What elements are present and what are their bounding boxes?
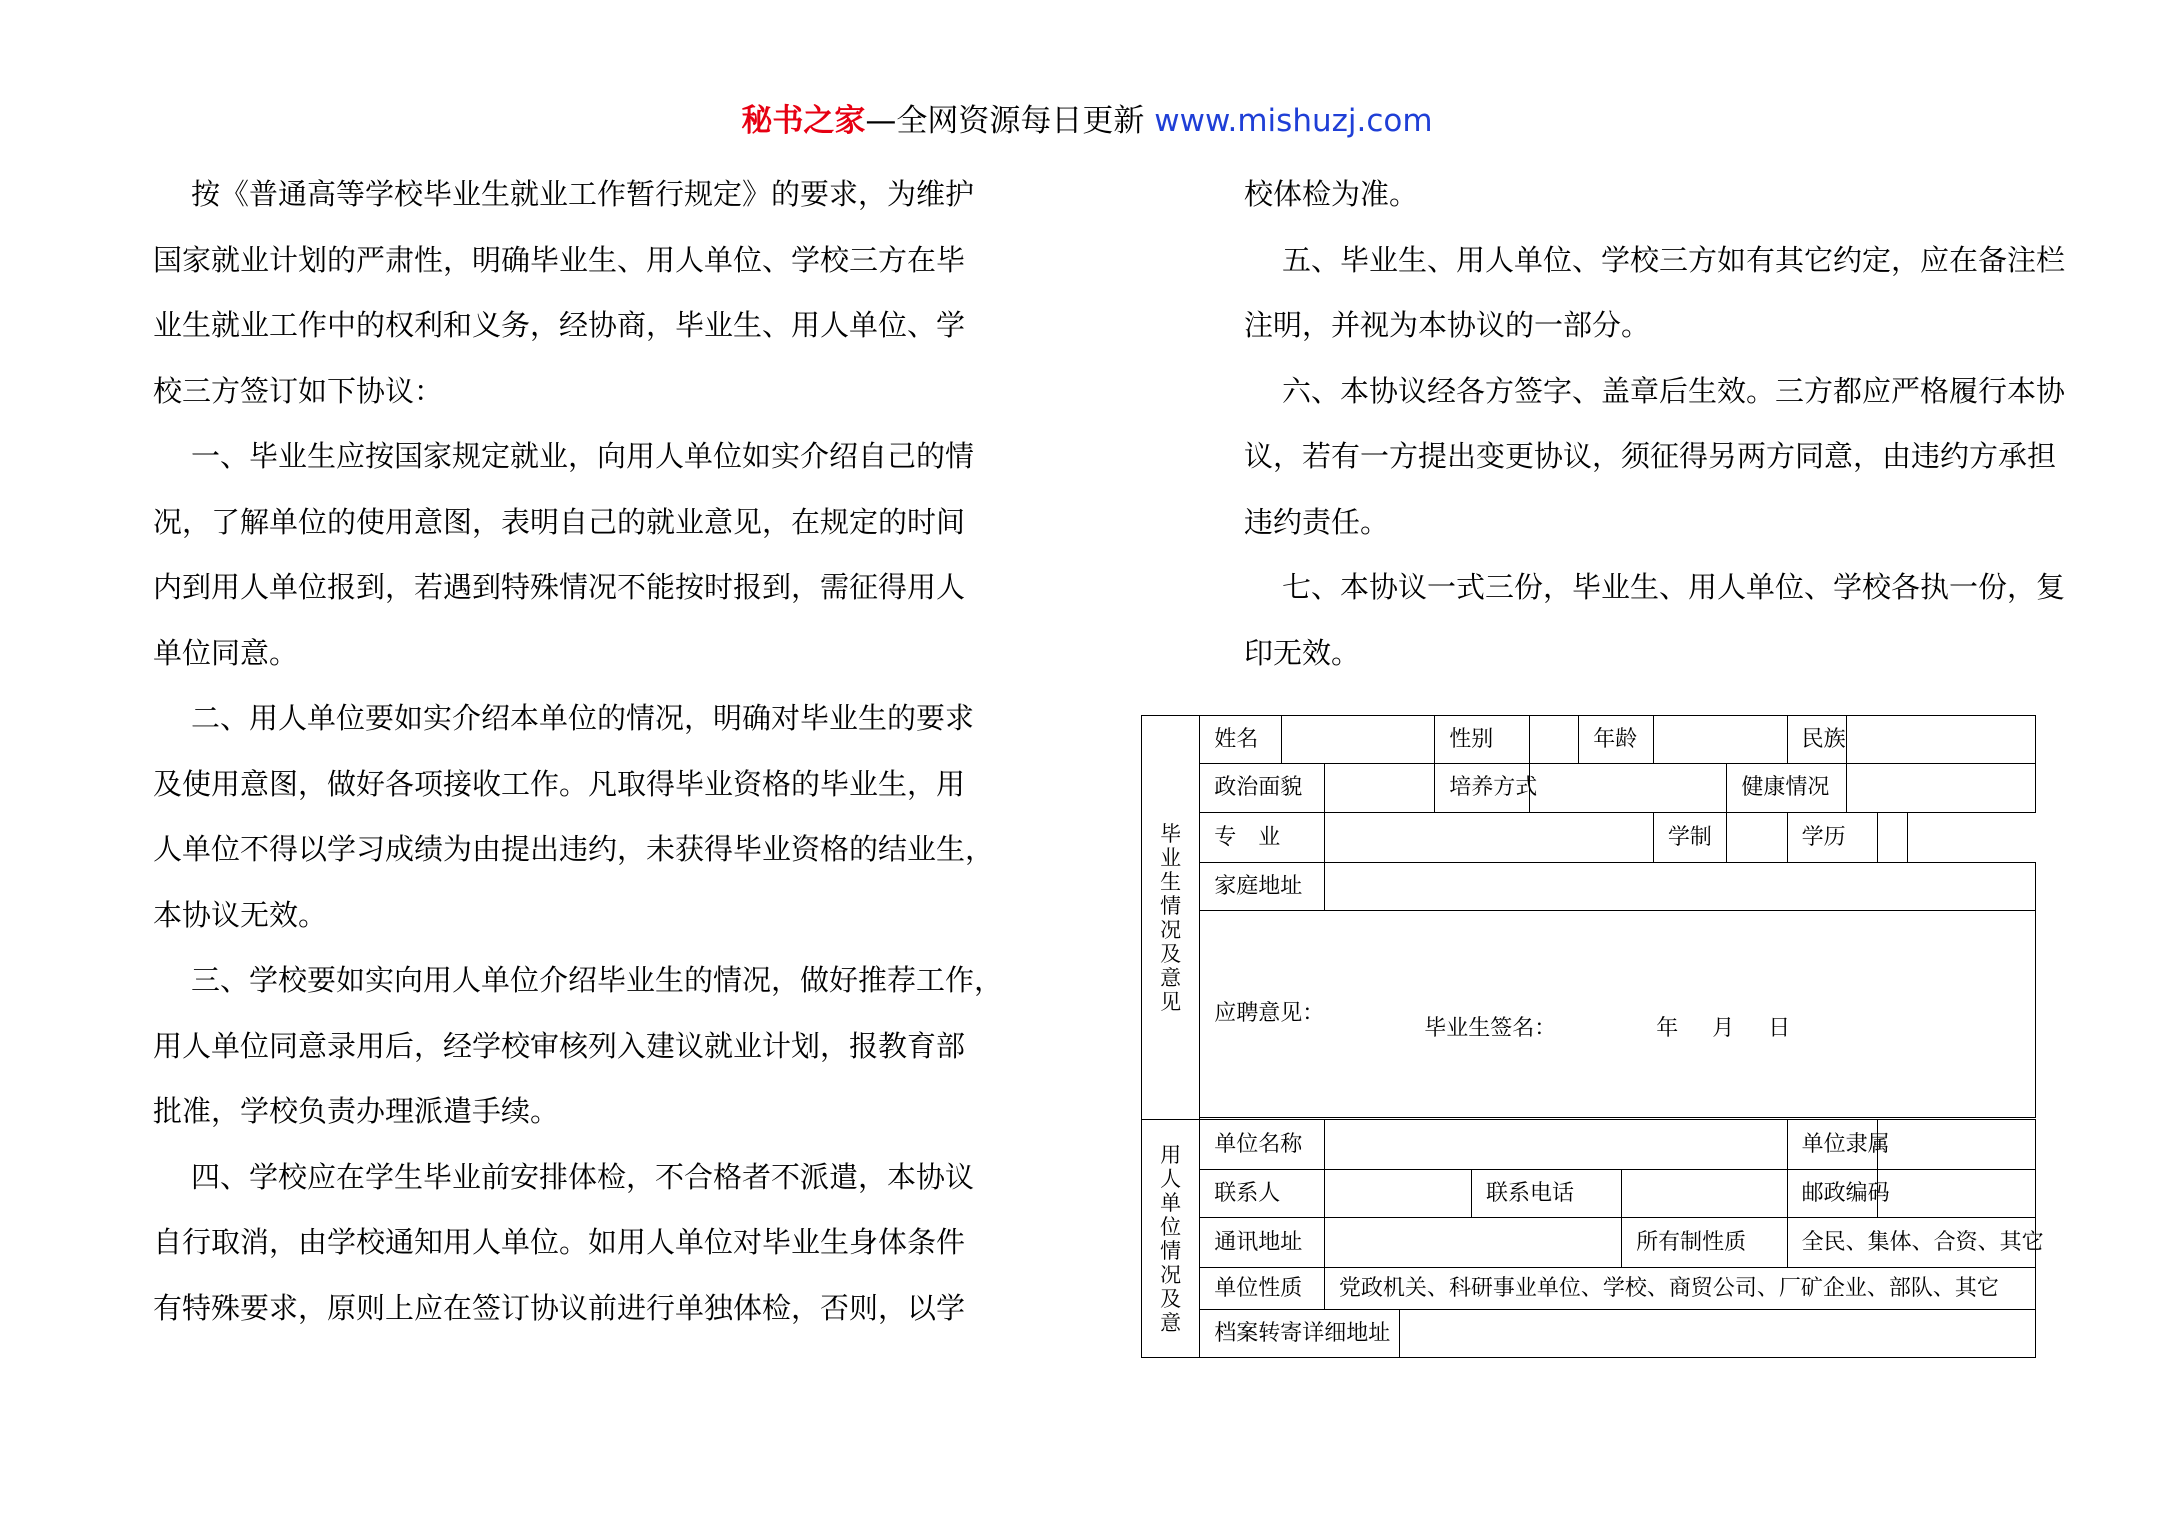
paragraph-line: 印无效。 [1244, 635, 1361, 670]
ownership-options: 全民、集体、合资、其它 [1787, 1218, 2035, 1268]
ethnicity-label: 民族 [1787, 716, 1846, 764]
schooling-length-label: 学制 [1653, 813, 1727, 863]
paragraph-line: 业生就业工作中的权利和义务，经协商，毕业生、用人单位、学 [153, 308, 966, 342]
archive-address-label: 档案转寄详细地址 [1200, 1310, 1400, 1358]
schooling-length-field[interactable] [1727, 813, 1787, 863]
paragraph-line: 校三方签订如下协议： [153, 373, 444, 408]
graduate-signature-label: 毕业生签名： [1424, 1016, 1557, 1041]
health-field[interactable] [1846, 764, 2035, 813]
paragraph-line: 按《普通高等学校毕业生就业工作暂行规定》的要求，为维护 [191, 177, 975, 211]
header-tagline: —全网资源每日更新 [865, 103, 1155, 139]
employer-section-label: 用人单位情况及意 [1142, 1120, 1200, 1358]
paragraph-line: 单位同意。 [153, 635, 299, 670]
mailing-address-field[interactable] [1324, 1218, 1621, 1268]
unit-affiliation-label: 单位隶属 [1787, 1120, 1877, 1170]
paragraph-line: 况，了解单位的使用意图，表明自己的就业意见，在规定的时间 [153, 504, 966, 539]
paragraph-line: 议，若有一方提出变更协议，须征得另两方同意，由违约方承担 [1244, 439, 2057, 473]
paragraph-line: 六、本协议经各方签字、盖章后生效。三方都应严格履行本协 [1282, 373, 2066, 408]
paragraph-line: 有特殊要求，原则上应在签订协议前进行单独体检，否则，以学 [153, 1290, 966, 1325]
political-status-field[interactable] [1324, 764, 1434, 813]
year-label: 年 [1656, 1016, 1679, 1041]
site-header [0, 98, 2174, 144]
paragraph-line: 校体检为准。 [1244, 177, 1419, 211]
training-mode-label: 培养方式 [1435, 764, 1530, 813]
training-mode-field[interactable] [1530, 764, 1727, 813]
ownership-label: 所有制性质 [1622, 1218, 1787, 1268]
name-label: 姓名 [1200, 716, 1282, 764]
education-field[interactable] [1877, 813, 1908, 863]
graduate-section-label: 毕业生情况及意见 [1142, 716, 1200, 1120]
unit-nature-label: 单位性质 [1200, 1268, 1325, 1310]
unit-name-field[interactable] [1324, 1120, 1787, 1170]
month-label: 月 [1712, 1016, 1735, 1041]
gender-label: 性别 [1435, 716, 1530, 764]
age-label: 年龄 [1579, 716, 1654, 764]
home-address-field[interactable] [1324, 863, 2035, 911]
application-opinion-label: 应聘意见： [1214, 1001, 1325, 1026]
paragraph-line: 批准，学校负责办理派遣手续。 [153, 1094, 560, 1128]
application-opinion-field[interactable] [1200, 911, 2036, 1118]
age-field[interactable] [1653, 716, 1787, 764]
ethnicity-field[interactable] [1846, 716, 2035, 764]
paragraph-line: 用人单位同意录用后，经学校审核列入建议就业计划，报教育部 [153, 1028, 966, 1063]
paragraph-line: 人单位不得以学习成绩为由提出违约，未获得毕业资格的结业生， [153, 832, 995, 866]
major-field[interactable] [1324, 813, 1653, 863]
left-column-text [153, 162, 1033, 1341]
graduate-signature-line [1424, 1015, 1790, 1043]
agreement-form-table [1141, 715, 2044, 1358]
postal-code-label: 邮政编码 [1787, 1170, 1877, 1218]
home-address-label: 家庭地址 [1200, 863, 1325, 911]
paragraph-line: 自行取消，由学校通知用人单位。如用人单位对毕业生身体条件 [153, 1225, 966, 1259]
education-label: 学历 [1787, 813, 1877, 863]
site-url-link[interactable]: www.mishuzj.com [1154, 103, 1433, 139]
unit-nature-options: 党政机关、科研事业单位、学校、商贸公司、厂矿企业、部队、其它 [1324, 1268, 2035, 1310]
contact-person-label: 联系人 [1200, 1170, 1325, 1218]
archive-address-field[interactable] [1400, 1310, 2036, 1358]
contact-phone-field[interactable] [1622, 1170, 1787, 1218]
paragraph-line: 本协议无效。 [153, 897, 328, 932]
brand-name: 秘书之家 [741, 103, 866, 139]
paragraph-line: 及使用意图，做好各项接收工作。凡取得毕业资格的毕业生，用 [153, 766, 966, 801]
paragraph-line: 二、用人单位要如实介绍本单位的情况，明确对毕业生的要求 [191, 701, 975, 735]
paragraph-line: 七、本协议一式三份，毕业生、用人单位、学校各执一份，复 [1282, 570, 2066, 604]
name-field[interactable] [1281, 716, 1434, 764]
paragraph-line: 违约责任。 [1244, 504, 1390, 539]
paragraph-line: 注明，并视为本协议的一部分。 [1244, 308, 1651, 342]
paragraph-line: 三、学校要如实向用人单位介绍毕业生的情况，做好推荐工作， [191, 963, 1004, 997]
day-label: 日 [1768, 1016, 1791, 1041]
unit-affiliation-field[interactable] [1877, 1120, 2035, 1170]
unit-name-label: 单位名称 [1200, 1120, 1325, 1170]
gender-field[interactable] [1530, 716, 1579, 764]
contact-phone-label: 联系电话 [1471, 1170, 1621, 1218]
health-label: 健康情况 [1727, 764, 1847, 813]
paragraph-line: 国家就业计划的严肃性，明确毕业生、用人单位、学校三方在毕 [153, 242, 966, 277]
political-status-label: 政治面貌 [1200, 764, 1325, 813]
paragraph-line: 五、毕业生、用人单位、学校三方如有其它约定，应在备注栏 [1282, 242, 2066, 277]
postal-code-field[interactable] [1877, 1170, 2035, 1218]
major-label: 专 业 [1200, 813, 1325, 863]
paragraph-line: 四、学校应在学生毕业前安排体检，不合格者不派遣，本协议 [191, 1159, 975, 1194]
paragraph-line: 内到用人单位报到，若遇到特殊情况不能按时报到，需征得用人 [153, 570, 966, 604]
contact-person-field[interactable] [1324, 1170, 1471, 1218]
paragraph-line: 一、毕业生应按国家规定就业，向用人单位如实介绍自己的情 [191, 439, 975, 473]
mailing-address-label: 通讯地址 [1200, 1218, 1325, 1268]
right-column-text [1244, 162, 2104, 686]
